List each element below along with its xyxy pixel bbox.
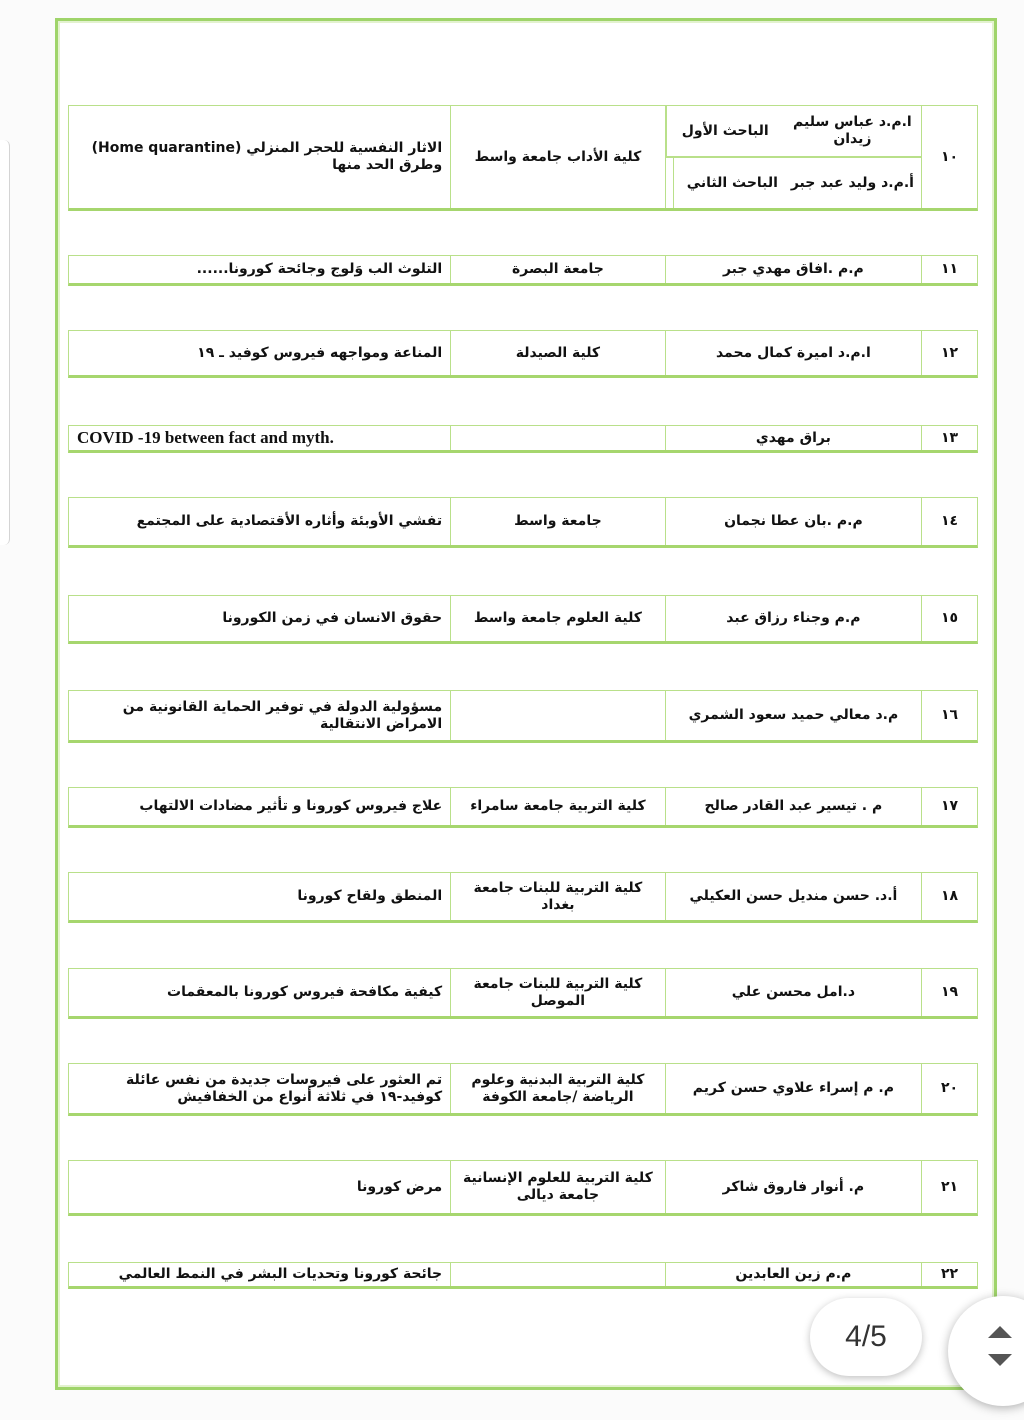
research-title: جائحة كورونا وتحديات البشر في النمط العالمي <box>118 1266 443 1283</box>
researcher-name: أ.م.د وليد عبد جبر <box>790 174 914 191</box>
researcher-name: م.د معالي حميد سعود الشمري <box>665 691 921 740</box>
college-name <box>450 1263 665 1286</box>
side-panel-edge <box>0 140 10 545</box>
college-name: جامعة البصرة <box>450 256 665 283</box>
research-title: تفشي الأوبئة وأثاره الأقتصادية على المجتمع <box>136 513 443 530</box>
row-number: ١١ <box>921 256 977 283</box>
college-name: كلية التربية جامعة سامراء <box>450 788 665 825</box>
row-number: ١٤ <box>921 498 977 545</box>
row-number: ١٨ <box>921 873 977 920</box>
researcher-name: براق مهدي <box>665 426 921 450</box>
row-number: ١٣ <box>921 426 977 450</box>
college-name: كلية التربية البدنية وعلوم الرياضة /جامعة الكوفة <box>450 1064 665 1113</box>
college-name <box>450 426 665 450</box>
researcher-name: د.امل محسن علي <box>665 969 921 1016</box>
research-title: تم العثور على فيروسات جديدة من نفس عائلة كوفيد-١٩ في ثلاثة أنواع من الخفافيش <box>125 1071 443 1105</box>
researcher-name: ا.م.د عباس سليم زيدان <box>793 114 912 147</box>
researcher-label: الباحث الثاني <box>673 158 791 208</box>
table-row <box>68 497 978 548</box>
row-number: ٢٠ <box>921 1064 977 1113</box>
researcher-name: ا.م.د اميرة كمال محمد <box>665 331 921 375</box>
row-number: ٢٢ <box>921 1263 977 1286</box>
college-name: كلية التربية للعلوم الإنسانية جامعة ديالى <box>450 1161 665 1213</box>
college-name: كلية العلوم جامعة واسط <box>450 596 665 641</box>
table-row <box>68 425 978 453</box>
research-title: حقوق الانسان في زمن الكورونا <box>222 610 443 627</box>
table-row <box>68 1160 978 1216</box>
table-row <box>68 330 978 378</box>
research-title: المناعة ومواجهه فيروس كوفيد ـ ١٩ <box>197 344 443 361</box>
row-number: ١٧ <box>921 788 977 825</box>
row-number: ١٦ <box>921 691 977 740</box>
college-name: كلية التربية للبنات جامعة الموصل <box>450 969 665 1016</box>
row-number: ١٢ <box>921 331 977 375</box>
researcher-name: م.م .بان عطا نجمان <box>665 498 921 545</box>
table-row <box>68 787 978 828</box>
research-title: التلوث الب وَلوج وجائحة كورونا...... <box>196 261 443 278</box>
college-name: كلية الأداب جامعة واسط <box>450 106 665 208</box>
researcher-name: أ.د. حسن منديل حسن العكيلي <box>665 873 921 920</box>
table-row <box>68 1063 978 1116</box>
page-indicator: 4/5 <box>810 1298 922 1376</box>
arrow-up-icon[interactable] <box>988 1326 1012 1338</box>
table-row <box>68 105 978 211</box>
college-name: كلية التربية للبنات جامعة بغداد <box>450 873 665 920</box>
research-title: الاثار النفسية للحجر المنزلي (Home quarantine) وطرق الحد منها <box>91 140 443 173</box>
research-title: مسؤولية الدولة في توفير الحماية القانونية من الامراض الانتقالية <box>122 698 443 732</box>
researcher-name: م. م إسراء علاوي حسن كريم <box>665 1064 921 1113</box>
college-name <box>450 691 665 740</box>
table-row <box>68 255 978 286</box>
researcher-name: م. أنوار فاروق شاكر <box>665 1161 921 1213</box>
research-title: كيفية مكافحة فيروس كورونا بالمعقمات <box>167 984 443 1001</box>
researcher-name: م.م .افاق مهدي جبر <box>665 256 921 283</box>
row-number: ٢١ <box>921 1161 977 1213</box>
row-number: ١٠ <box>921 106 977 208</box>
table-row <box>68 1262 978 1289</box>
table-row <box>68 595 978 644</box>
researcher-entry <box>673 158 914 208</box>
researcher-entry <box>666 106 921 158</box>
college-name: جامعة واسط <box>450 498 665 545</box>
table-row <box>68 690 978 743</box>
researcher-name: م.م وجناء رزاق عبد <box>665 596 921 641</box>
table-row <box>68 968 978 1019</box>
researcher-label: الباحث الأول <box>666 106 784 156</box>
table-row <box>68 872 978 923</box>
row-number: ١٩ <box>921 969 977 1016</box>
researcher-name: م.م زين العابدين <box>665 1263 921 1286</box>
row-number: ١٥ <box>921 596 977 641</box>
arrow-down-icon[interactable] <box>988 1354 1012 1366</box>
research-title: المنطق ولقاح كورونا <box>297 888 443 905</box>
research-title: علاج فيروس كورونا و تأثير مضادات الالتهاب <box>139 798 443 815</box>
researchers-cell <box>665 106 921 208</box>
research-title: مرض كورونا <box>356 1178 443 1195</box>
college-name: كلية الصيدلة <box>450 331 665 375</box>
research-title: COVID -19 between fact and myth. <box>77 427 334 447</box>
researcher-name: م . تيسير عبد القادر صالح <box>665 788 921 825</box>
